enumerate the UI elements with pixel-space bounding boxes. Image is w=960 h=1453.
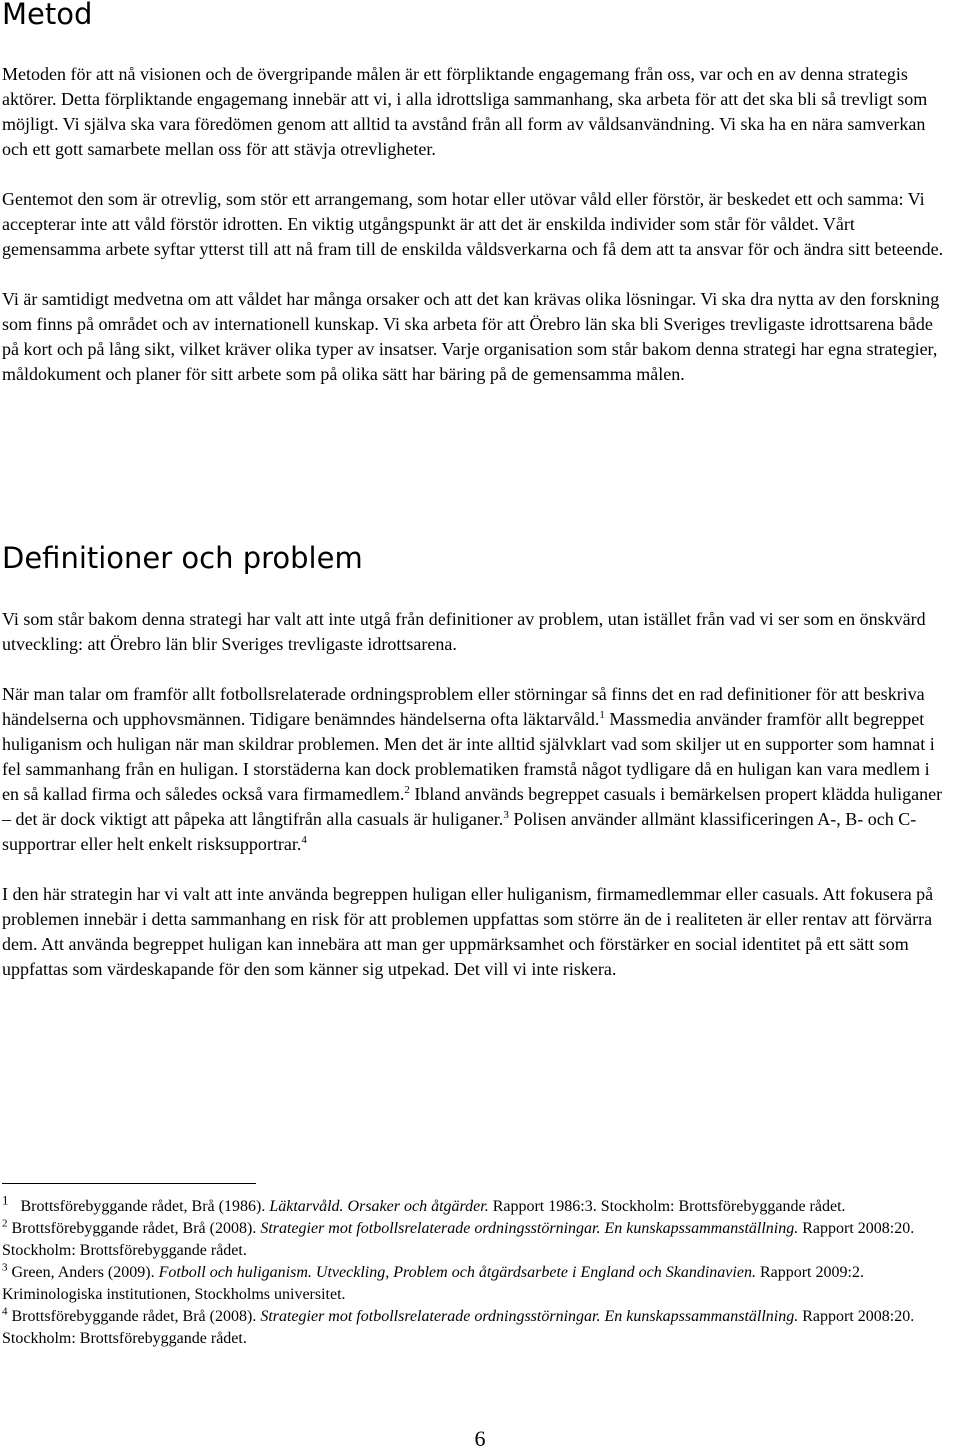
footnote-text: Brottsförebyggande rådet, Brå (1986). [20,1198,270,1215]
section-heading-metod: Metod [2,0,93,31]
footnote-title: Strategier mot fotbollsrelaterade ordningsstörningar. En kunskapssammanställning. [260,1220,799,1237]
footnote-4 [2,1306,950,1350]
footnote-text: Rapport 2008:20. Stockholm: Brottsförebyggande rådet. [2,1220,915,1259]
footnote-title: Fotboll och huliganism. Utveckling, Problem och åtgärdsarbete i England och Skandinavien. [158,1264,756,1281]
footnote-3 [2,1262,950,1306]
footnote-ref-4[interactable]: 4 [301,834,307,846]
footnote-ref-1[interactable]: 1 [599,709,605,721]
footnote-2 [2,1218,950,1262]
footnote-1 [2,1192,950,1218]
metod-paragraph-3: Vi är samtidigt medvetna om att våldet har många orsaker och att det kan krävas olika lösningar. Vi ska dra nytta av den forskning som finns på området och av internationell kunskap. Vi ska arbeta för att Örebro län ska bli Sveriges trevligaste idrottsarena både på kort och på lång sikt, vilket kräver olika typer av insatser. Varje organisation som står bakom denna strategi har egna strategier, måldokument och planer för sitt arbete som på olika sätt har bäring på de gemensamma målen. [2,289,940,384]
definitioner-paragraph-1: Vi som står bakom denna strategi har valt att inte utgå från definitioner av problem, utan istället från vad vi ser som en önskvärd utveckling: att Örebro län blir Sveriges trevligaste idrottsarena. [2,609,926,654]
footnote-text: Green, Anders (2009). [11,1264,159,1281]
metod-section [2,62,950,387]
footnote-number: 2 [2,1217,8,1230]
footnote-number: 1 [2,1192,9,1208]
paragraph-text: Ibland används begreppet casuals i bemärkelsen propert klädda huliganer – det är dock viktigt att påpeka att långtifrån alla casuals är huliganer. [2,784,943,829]
footnote-ref-2[interactable]: 2 [404,784,410,796]
metod-paragraph-1: Metoden för att nå visionen och de övergripande målen är ett förpliktande engagemang från oss, var och en av denna strategis aktörer. Detta förpliktande engagemang innebär att vi, i alla idrottsliga sammanhang, ska arbeta för att det ska bli så trevligt som möjligt. Vi själva ska vara föredömen genom att alltid ta avstånd från all form av våldsanvändning. Vi ska ha en nära samverkan och ett gott samarbete mellan oss för att stävja otrevligheter. [2,64,928,159]
footnotes [2,1192,950,1350]
footnote-text: Brottsförebyggande rådet, Brå (2008). [11,1220,261,1237]
footnote-number: 4 [2,1305,8,1318]
footnote-separator [2,1183,256,1184]
footnote-text: Brottsförebyggande rådet, Brå (2008). [11,1308,261,1325]
paragraph-text: Polisen använder allmänt klassificeringen A-, B- och C-supportrar eller helt enkelt risksupportrar. [2,809,917,854]
metod-paragraph-2: Gentemot den som är otrevlig, som stör ett arrangemang, som hotar eller utövar våld eller förstör, är beskedet ett och samma: Vi accepterar inte att våld förstör idrotten. En viktig utgångspunkt är att det är enskilda individer som står för våldet. Vårt gemensamma arbete syftar ytterst till att nå fram till de enskilda våldsverkarna och få dem att ta ansvar för och ändra sitt beteende. [2,189,944,259]
footnote-number: 3 [2,1261,8,1274]
page-number: 6 [474,1426,486,1451]
paragraph-text: Massmedia använder framför allt begreppet huliganism och huligan när man skildrar problemen. Men det är inte alltid självklart vad som skiljer ut en supporter som hamnat i fel sammanhang från en huligan. I storstäderna kan dock problematiken framstå något tydligare då en huligan kan vara medlem i en så kallad firma och således också vara firmamedlem. [2,709,935,804]
definitioner-paragraph-3: I den här strategin har vi valt att inte använda begreppen huligan eller huliganism, firmamedlemmar eller casuals. Att fokusera på problemen innebär i detta sammanhang en risk för att problemen uppfattas som större än de i realiteten är eller rentav att förvärra dem. Att använda begreppet huligan kan innebära att man ger uppmärksamhet och förstärker en social identitet på ett sätt som uppfattas som värdeskapande för den som känner sig utpekad. Det vill vi inte riskera. [2,884,934,979]
paragraph-text: När man talar om framför allt fotbollsrelaterade ordningsproblem eller störningar så finns det en rad definitioner för att beskriva händelserna och upphovsmännen. Tidigare benämndes händelserna ofta läktarvåld. [2,684,925,729]
section-heading-definitioner: Definitioner och problem [2,541,363,575]
footnote-text: Rapport 1986:3. Stockholm: Brottsförebyggande rådet. [488,1198,846,1215]
definitioner-paragraph-2 [2,682,950,857]
footnote-ref-3[interactable]: 3 [503,809,509,821]
definitioner-section [2,607,950,982]
footnote-text: Rapport 2008:20. Stockholm: Brottsförebyggande rådet. [2,1308,915,1347]
footnote-text: Rapport 2009:2. Kriminologiska institutionen, Stockholms universitet. [2,1264,864,1303]
footnote-title: Strategier mot fotbollsrelaterade ordningsstörningar. En kunskapssammanställning. [260,1308,799,1325]
footnote-title: Läktarvåld. Orsaker och åtgärder. [269,1198,489,1215]
